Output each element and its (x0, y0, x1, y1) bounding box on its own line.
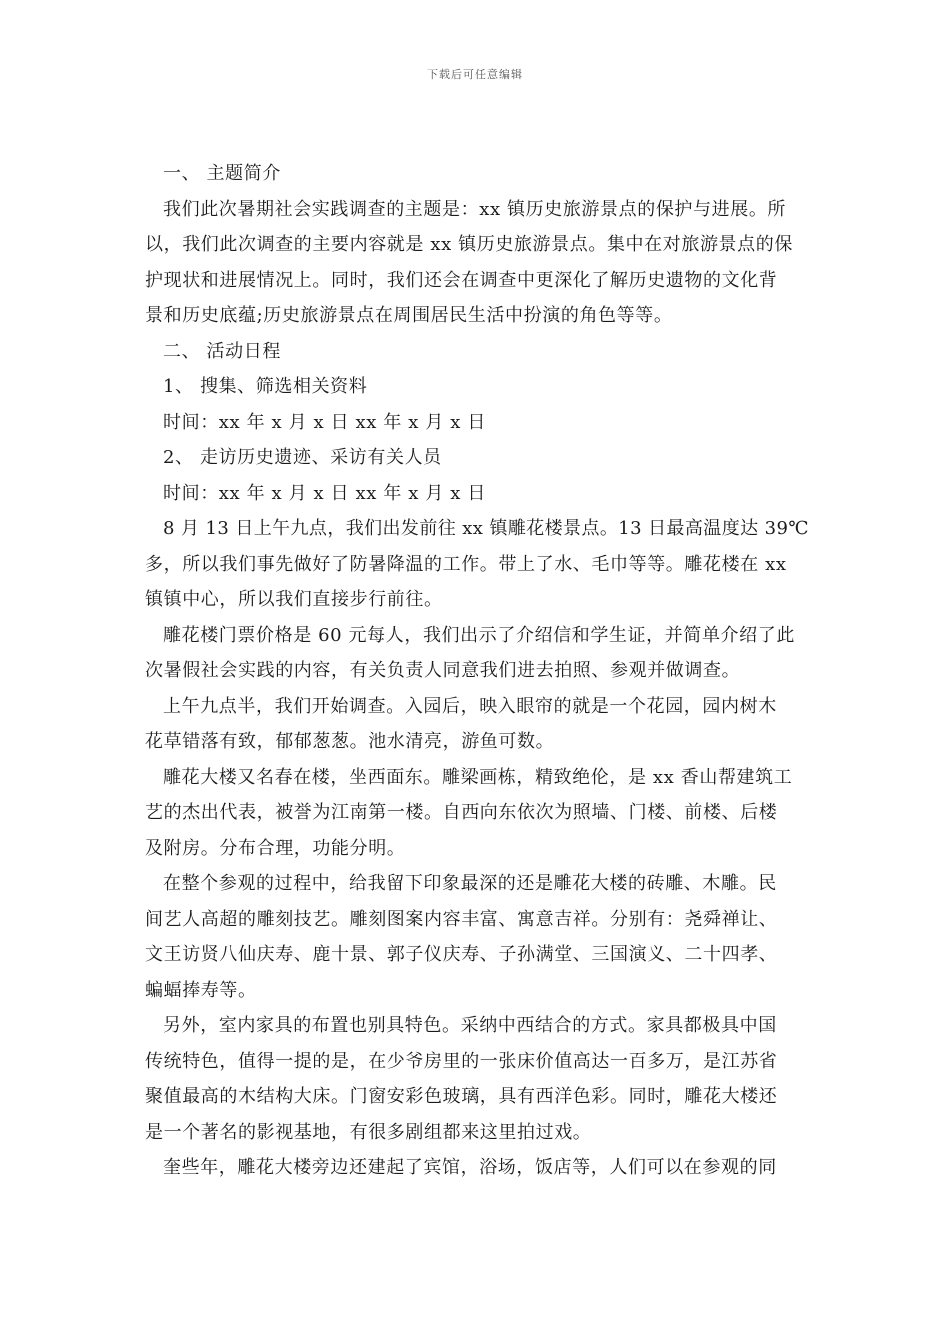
page-header: 下载后可任意编辑 (427, 68, 523, 81)
text-line: 时间：xx 年 x 月 x 日 xx 年 x 月 x 日 (163, 411, 486, 433)
text-line: 护现状和进展情况上。同时，我们还会在调查中更深化了解历史遗物的文化背 (145, 269, 778, 291)
text-line: 景和历史底蕴;历史旅游景点在周围居民生活中扮演的角色等等。 (145, 305, 673, 326)
text-line: 2、 走访历史遗迹、采访有关人员 (163, 447, 442, 468)
text-line: 一、 主题简介 (163, 163, 281, 184)
text-line: 文王访贤八仙庆寿、鹿十景、郭子仪庆寿、子孙满堂、三国演义、二十四孝、 (145, 944, 778, 965)
text-line: 艺的杰出代表，被誉为江南第一楼。自西向东依次为照墙、门楼、前楼、后楼 (145, 802, 778, 823)
text-line: 传统特色，值得一提的是，在少爷房里的一张床价值高达一百多万，是江苏省 (145, 1050, 778, 1072)
text-line: 8 月 13 日上午九点，我们出发前往 xx 镇雕花楼景点。13 日最高温度达 39℃ (163, 518, 809, 539)
text-line: 我们此次暑期社会实践调查的主题是：xx 镇历史旅游景点的保护与进展。所 (163, 198, 787, 220)
text-line: 以，我们此次调查的主要内容就是 xx 镇历史旅游景点。集中在对旅游景点的保 (145, 234, 793, 255)
text-line: 次暑假社会实践的内容，有关负责人同意我们进去拍照、参观并做调查。 (145, 660, 741, 681)
text-line: 时间：xx 年 x 月 x 日 xx 年 x 月 x 日 (163, 482, 486, 504)
text-line: 另外，室内家具的布置也别具特色。采纳中西结合的方式。家具都极具中国 (163, 1015, 777, 1036)
text-line: 在整个参观的过程中，给我留下印象最深的还是雕花大楼的砖雕、木雕。民 (163, 873, 777, 894)
text-line: 镇镇中心，所以我们直接步行前往。 (145, 589, 443, 610)
text-line: 蝙蝠捧寿等。 (145, 979, 257, 1001)
text-line: 上午九点半，我们开始调查。入园后，映入眼帘的就是一个花园，园内树木 (163, 695, 777, 717)
text-line: 雕花大楼又名春在楼，坐西面东。雕梁画栋，精致绝伦，是 xx 香山帮建筑工 (163, 766, 793, 788)
text-line: 奎些年，雕花大楼旁边还建起了宾馆，浴场，饭店等，人们可以在参观的同 (163, 1157, 777, 1178)
text-line: 雕花楼门票价格是 60 元每人，我们出示了介绍信和学生证，并简单介绍了此 (163, 624, 795, 646)
text-line: 及附房。分布合理，功能分明。 (145, 837, 406, 859)
text-line: 聚值最高的木结构大床。门窗安彩色玻璃，具有西洋色彩。同时，雕花大楼还 (145, 1086, 778, 1107)
document-body (145, 156, 811, 1186)
text-line: 是一个著名的影视基地，有很多剧组都来这里拍过戏。 (145, 1121, 592, 1143)
text-line: 花草错落有致，郁郁葱葱。池水清亮，游鱼可数。 (145, 731, 555, 752)
text-line: 间艺人高超的雕刻技艺。雕刻图案内容丰富、寓意吉祥。分别有：尧舜禅让、 (145, 908, 778, 930)
text-line: 二、 活动日程 (163, 340, 281, 362)
text-line: 1、 搜集、筛选相关资料 (163, 376, 368, 397)
text-line: 多，所以我们事先做好了防暑降温的工作。带上了水、毛巾等等。雕花楼在 xx (145, 553, 787, 575)
